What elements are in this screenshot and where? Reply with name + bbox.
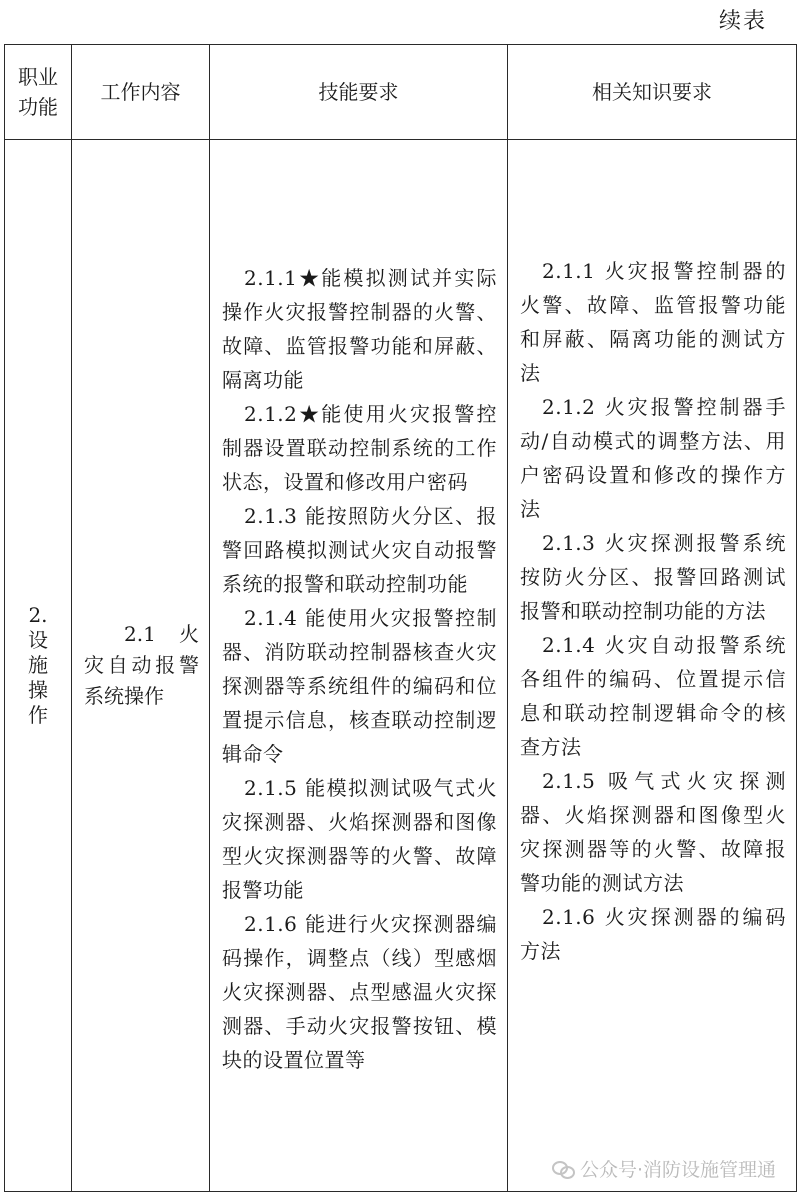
knowledge-item: 2.1.2 火灾报警控制器手动/自动模式的调整方法、用户密码设置和修改的操作方法 xyxy=(520,394,786,521)
header-skills: 技能要求 xyxy=(210,45,508,140)
skills-standard-table xyxy=(4,44,797,1192)
header-content: 工作内容 xyxy=(72,45,210,140)
wechat-icon xyxy=(552,1160,574,1178)
header-knowledge: 相关知识要求 xyxy=(508,45,797,140)
content-cell xyxy=(72,140,210,1192)
skills-cell xyxy=(210,140,508,1192)
skill-item: 2.1.3 能按照防火分区、报警回路模拟测试火灾自动报警系统的报警和联动控制功能 xyxy=(222,503,497,596)
knowledge-item: 2.1.4 火灾自动报警系统各组件的编码、位置提示信息和联动控制逻辑命令的核查方法 xyxy=(520,632,786,759)
table-header-row xyxy=(5,45,797,140)
header-function xyxy=(5,45,72,140)
function-cell xyxy=(5,140,72,1192)
continued-label: 续表 xyxy=(718,9,767,34)
header-function-label: 职业功能 xyxy=(18,65,58,119)
knowledge-item: 2.1.1 火灾报警控制器的火警、故障、监管报警功能和屏蔽、隔离功能的测试方法 xyxy=(520,258,786,385)
function-number: 2. xyxy=(28,603,48,627)
knowledge-item: 2.1.5 吸气式火灾探测器、火焰探测器和图像型火灾探测器等的火警、故障报警功能的测试方法 xyxy=(520,768,786,895)
skill-item: 2.1.1★能模拟测试并实际操作火灾报警控制器的火警、故障、监管报警功能和屏蔽、隔离功能 xyxy=(222,265,497,392)
table-row xyxy=(5,140,797,1192)
knowledge-cell xyxy=(508,140,797,1192)
skill-item: 2.1.2★能使用火灾报警控制器设置联动控制系统的工作状态，设置和修改用户密码 xyxy=(222,401,497,494)
work-content: 2.1 火灾自动报警系统操作 xyxy=(84,622,199,708)
knowledge-item: 2.1.3 火灾探测报警系统按防火分区、报警回路测试报警和联动控制功能的方法 xyxy=(520,530,786,623)
skill-item: 2.1.4 能使用火灾报警控制器、消防联动控制器核查火灾探测器等系统组件的编码和位置提示信息，核查联动控制逻辑命令 xyxy=(222,605,497,766)
skill-item: 2.1.6 能进行火灾探测器编码操作，调整点（线）型感烟火灾探测器、点型感温火灾探测器、手动火灾报警按钮、模块的设置位置等 xyxy=(222,911,497,1072)
knowledge-item: 2.1.6 火灾探测器的编码方法 xyxy=(520,904,786,963)
skill-item: 2.1.5 能模拟测试吸气式火灾探测器、火焰探测器和图像型火灾探测器等的火警、故障报警功能 xyxy=(222,775,497,902)
watermark xyxy=(552,1155,776,1182)
watermark-text: 公众号·消防设施管理通 xyxy=(579,1159,776,1181)
function-name: 设施操作 xyxy=(28,628,48,727)
